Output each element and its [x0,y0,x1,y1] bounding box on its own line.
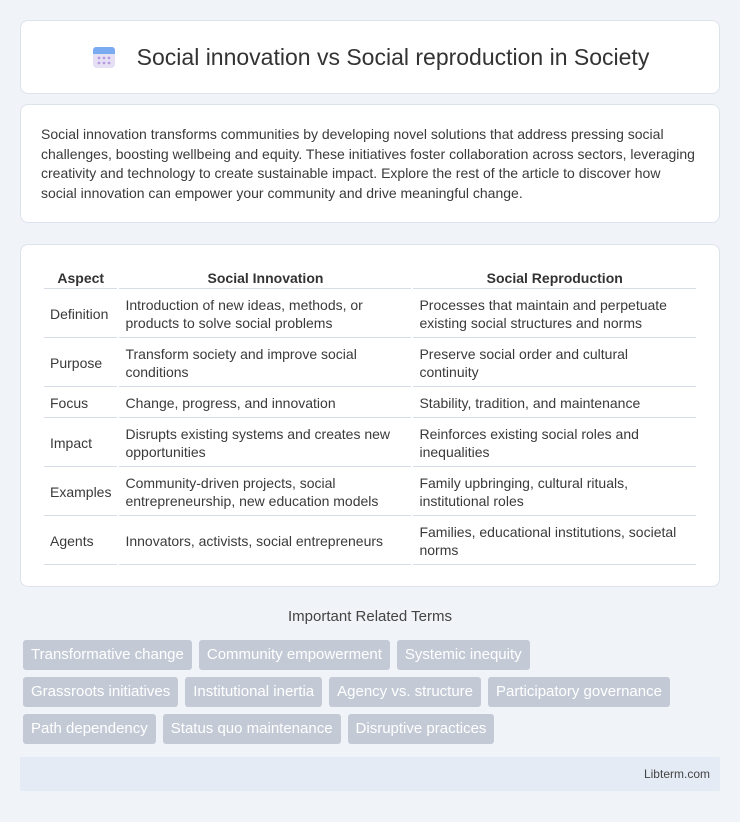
comparison-table-card [20,244,720,587]
row-social-reproduction: Preserve social order and cultural continuity [413,340,696,387]
row-social-innovation: Transform society and improve social conditions [119,340,411,387]
related-terms-heading: Important Related Terms [288,608,452,625]
tag-path-dependency[interactable]: Path dependency [23,714,156,744]
row-social-reproduction: Families, educational institutions, societal norms [413,518,696,565]
table-row [44,518,696,565]
row-aspect: Examples [44,469,117,516]
table-header-row [44,267,696,289]
intro-card [20,104,720,223]
row-social-reproduction: Stability, tradition, and maintenance [413,389,696,418]
tag-transformative-change[interactable]: Transformative change [23,640,192,670]
row-aspect: Definition [44,291,117,338]
row-aspect: Impact [44,420,117,467]
row-social-innovation: Community-driven projects, social entrepreneurship, new education models [119,469,411,516]
footer-site-link[interactable]: Libterm.com [643,767,710,781]
table-row [44,420,696,467]
tag-institutional-inertia[interactable]: Institutional inertia [185,677,322,707]
column-header-social-innovation: Social Innovation [119,267,411,289]
row-aspect: Focus [44,389,117,418]
calendar-icon [91,44,117,70]
row-social-innovation: Innovators, activists, social entrepreneurs [119,518,411,565]
table-row [44,291,696,338]
table-row [44,389,696,418]
tag-grassroots-initiatives[interactable]: Grassroots initiatives [23,677,178,707]
page-title: Social innovation vs Social reproduction in Society [136,43,650,70]
row-social-reproduction: Processes that maintain and perpetuate existing social structures and norms [413,291,696,338]
row-social-reproduction: Reinforces existing social roles and inequalities [413,420,696,467]
column-header-aspect: Aspect [44,267,117,289]
row-aspect: Agents [44,518,117,565]
row-social-innovation: Change, progress, and innovation [119,389,411,418]
table-row [44,469,696,516]
row-aspect: Purpose [44,340,117,387]
column-header-social-reproduction: Social Reproduction [413,267,696,289]
tag-disruptive-practices[interactable]: Disruptive practices [348,714,495,744]
intro-paragraph: Social innovation transforms communities by developing novel solutions that address pressing social challenges, boosting wellbeing and equity. These initiatives foster collaboration across sectors, leveraging creativity and technology to create sustainable impact. Explore the rest of the article to discover how social innovation can empower your community and drive meaningful change. [41,126,695,201]
tag-status-quo-maintenance[interactable]: Status quo maintenance [163,714,341,744]
footer [20,757,720,791]
comparison-table [42,265,698,567]
row-social-reproduction: Family upbringing, cultural rituals, institutional roles [413,469,696,516]
table-row [44,340,696,387]
title-card [20,20,720,94]
tag-systemic-inequity[interactable]: Systemic inequity [397,640,530,670]
tag-community-empowerment[interactable]: Community empowerment [199,640,390,670]
row-social-innovation: Disrupts existing systems and creates new opportunities [119,420,411,467]
related-terms-list [23,640,723,751]
row-social-innovation: Introduction of new ideas, methods, or products to solve social problems [119,291,411,338]
tag-agency-vs-structure[interactable]: Agency vs. structure [329,677,481,707]
tag-participatory-governance[interactable]: Participatory governance [488,677,670,707]
